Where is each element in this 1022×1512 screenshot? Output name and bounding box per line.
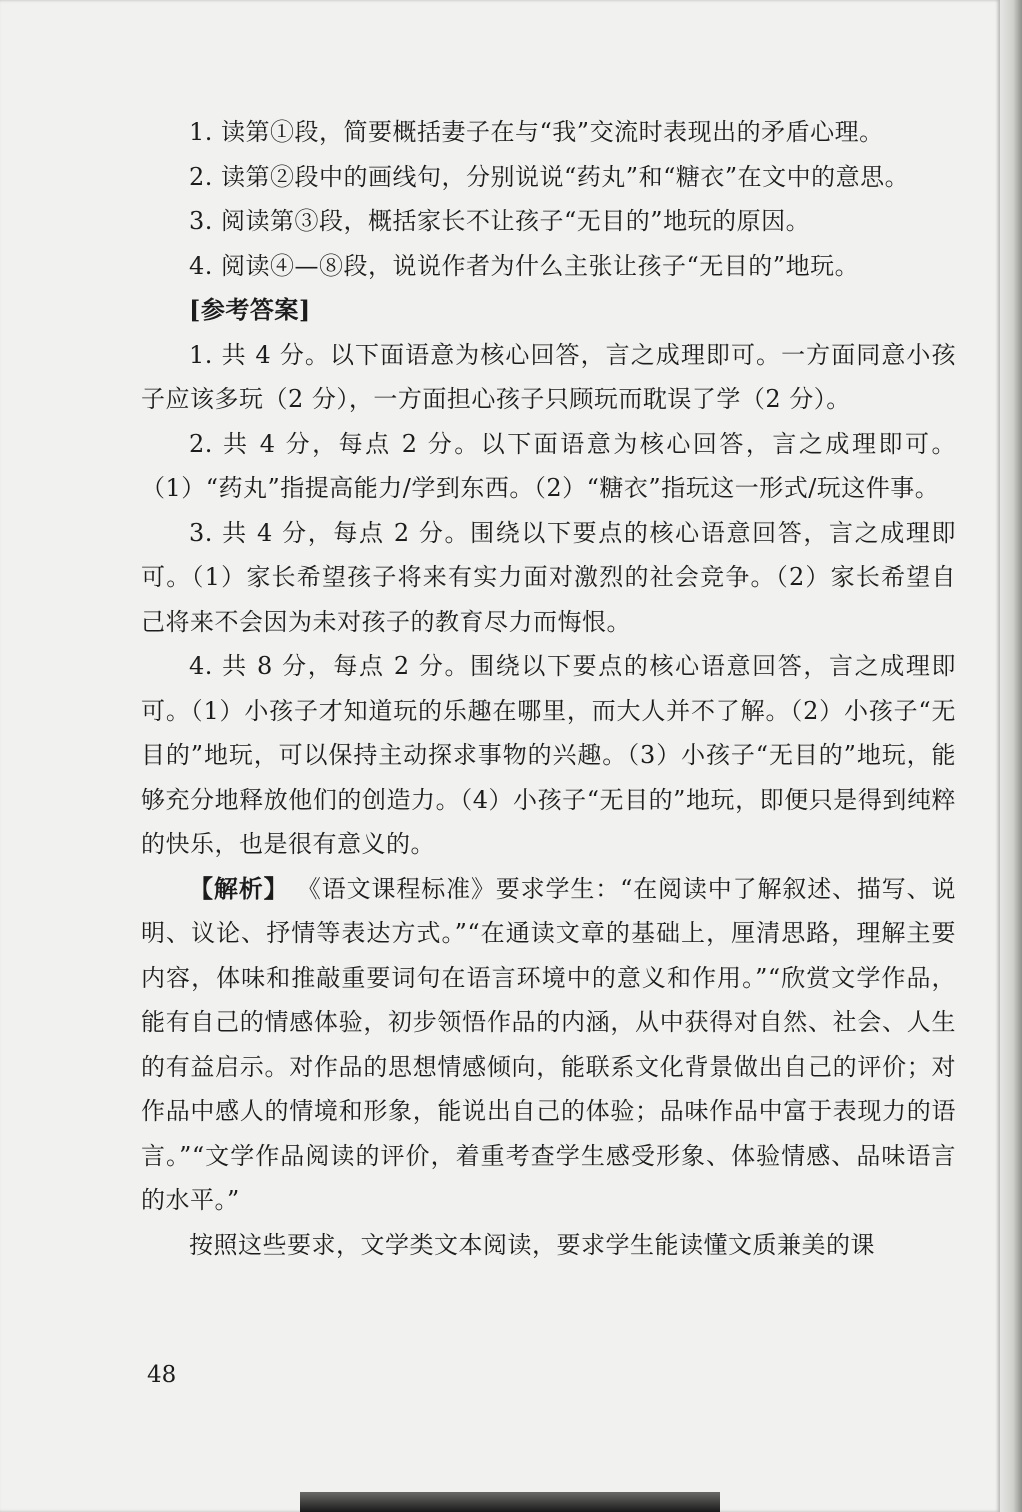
page-edge-shadow (1000, 0, 1022, 1512)
analysis-text: 《语文课程标准》要求学生：“在阅读中了解叙述、描写、说明、议论、抒情等表达方式。”“在通读文章的基础上，厘清思路，理解主要内容，体味和推敲重要词句在语言环境中的意义和作用。”“欣赏文学作品，能有自己的情感体验，初步领悟作品的内涵，从中获得对自然、社会、人生的有益启示。对作品的思想情感倾向，能联系文化背景做出自己的评价；对作品中感人的情境和形象，能说出自己的体验；品味作品中富于表现力的语言。”“文学作品阅读的评价，着重考查学生感受形象、体验情感、品味语言的水平。” (141, 874, 956, 1214)
question-1: 1. 读第①段，简要概括妻子在与“我”交流时表现出的矛盾心理。 (189, 118, 884, 146)
answer-2: 2. 共 4 分，每点 2 分。以下面语意为核心回答，言之成理即可。（1）“药丸”指提高能力/学到东西。（2）“糖衣”指玩这一形式/玩这件事。 (141, 429, 956, 502)
question-2: 2. 读第②段中的画线句，分别说说“药丸”和“糖衣”在文中的意思。 (189, 162, 910, 191)
scan-binding-shadow (300, 1492, 720, 1512)
page-body (141, 110, 956, 1267)
answer-3: 3. 共 4 分，每点 2 分。围绕以下要点的核心语意回答，言之成理即可。（1）家长希望孩子将来有实力面对激烈的社会竞争。（2）家长希望自己将来不会因为未对孩子的教育尽力而悔恨。 (141, 518, 956, 636)
closing-paragraph: 按照这些要求，文学类文本阅读，要求学生能读懂文质兼美的课 (189, 1230, 875, 1259)
answer-heading: [参考答案] (189, 295, 311, 324)
answer-1: 1. 共 4 分。以下面语意为核心回答，言之成理即可。一方面同意小孩子应该多玩（2 分），一方面担心孩子只顾玩而耽误了学（2 分）。 (141, 340, 956, 413)
answer-4: 4. 共 8 分，每点 2 分。围绕以下要点的核心语意回答，言之成理即可。（1）小孩子才知道玩的乐趣在哪里，而大人并不了解。（2）小孩子“无目的”地玩，可以保持主动探求事物的兴趣。（3）小孩子“无目的”地玩，能够充分地释放他们的创造力。（4）小孩子“无目的”地玩，即便只是得到纯粹的快乐，也是很有意义的。 (141, 652, 956, 858)
analysis-paragraph (141, 867, 956, 1223)
question-3: 3. 阅读第③段，概括家长不让孩子“无目的”地玩的原因。 (189, 207, 811, 235)
analysis-tag: 【解析】 (189, 873, 289, 903)
question-4: 4. 阅读④—⑧段，说说作者为什么主张让孩子“无目的”地玩。 (189, 251, 860, 280)
page-number: 48 (147, 1362, 177, 1388)
